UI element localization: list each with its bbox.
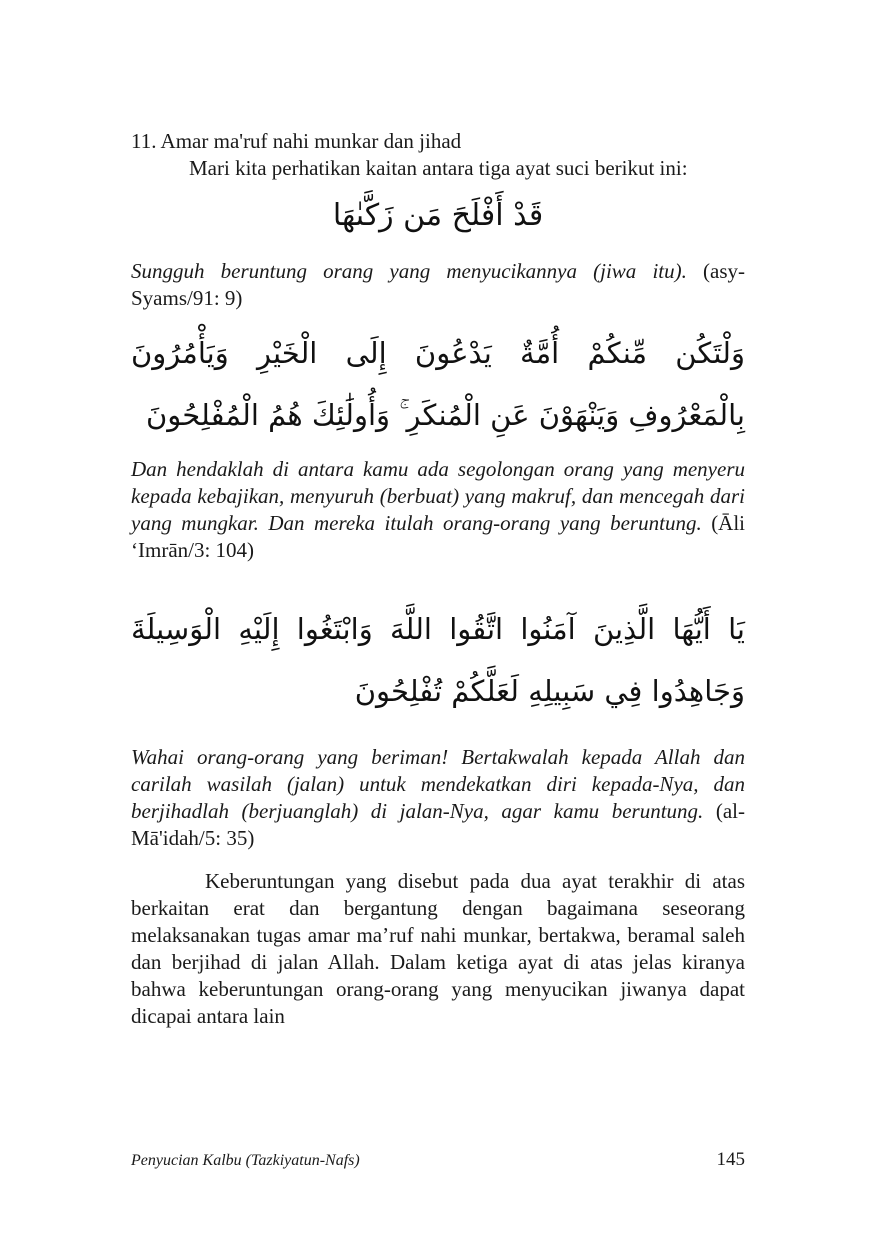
verse-3-translation [131, 744, 745, 852]
footer-book-title: Penyucian Kalbu (Tazkiyatun-Nafs) [131, 1152, 360, 1169]
verse-1-translation [131, 258, 745, 312]
verse-1-reference: (asy-Syams/91: 9) [131, 259, 746, 310]
verse-3-arabic: يَا أَيُّهَا الَّذِينَ آمَنُوا اتَّقُوا اللَّهَ وَابْتَغُوا إِلَيْهِ الْوَسِيلَةَ وَجَاهِدُوا فِي سَبِيلِهِ لَعَلَّكُمْ تُفْلِحُونَ [131, 612, 745, 708]
verse-2-translation-text: Dan hendaklah di antara kamu ada segolongan orang yang menyeru kepada kebajikan, menyuruh (berbuat) yang makruf, dan mencegah dari yang mungkar. Dan mereka itulah orang-orang yang beruntung. [131, 457, 745, 535]
verse-2-translation [131, 456, 745, 564]
intro-paragraph: Mari kita perhatikan kaitan antara tiga ayat suci berikut ini: [189, 156, 688, 180]
verse-2-reference: (Āli ‘Imrān/3: 104) [131, 511, 746, 562]
verse-3-reference: (al-Mā'idah/5: 35) [131, 799, 745, 850]
page-number: 145 [716, 1149, 745, 1170]
verse-1-arabic: قَدْ أَفْلَحَ مَن زَكَّىٰهَا [332, 198, 544, 233]
verse-1-translation-text: Sungguh beruntung orang yang menyucikannya (jiwa itu). [131, 259, 687, 283]
page-content [131, 128, 745, 1030]
section-heading: 11. Amar ma'ruf nahi munkar dan jihad [131, 129, 462, 153]
verse-3-translation-text: Wahai orang-orang yang beriman! Bertakwalah kepada Allah dan carilah wasilah (jalan) untuk mendekatkan diri kepada-Nya, dan berjihadlah (berjuanglah) di jalan-Nya, agar kamu beruntung. [131, 745, 745, 823]
body-paragraph: Keberuntungan yang disebut pada dua ayat terakhir di atas berkaitan erat dan bergantung dengan bagaimana seseorang melaksanakan tugas amar ma’ruf nahi munkar, bertakwa, beramal saleh dan berjihad di jalan Allah. Dalam ketiga ayat di atas jelas kiranya bahwa keberuntungan orang-orang yang menyucikan jiwanya dapat dicapai antara lain [131, 869, 745, 1028]
verse-2-arabic: وَلْتَكُن مِّنكُمْ أُمَّةٌ يَدْعُونَ إِلَى الْخَيْرِ وَيَأْمُرُونَ بِالْمَعْرُوفِ وَيَنْهَوْنَ عَنِ الْمُنكَرِ ۚ وَأُولَٰئِكَ هُمُ الْمُفْلِحُونَ [131, 336, 745, 432]
